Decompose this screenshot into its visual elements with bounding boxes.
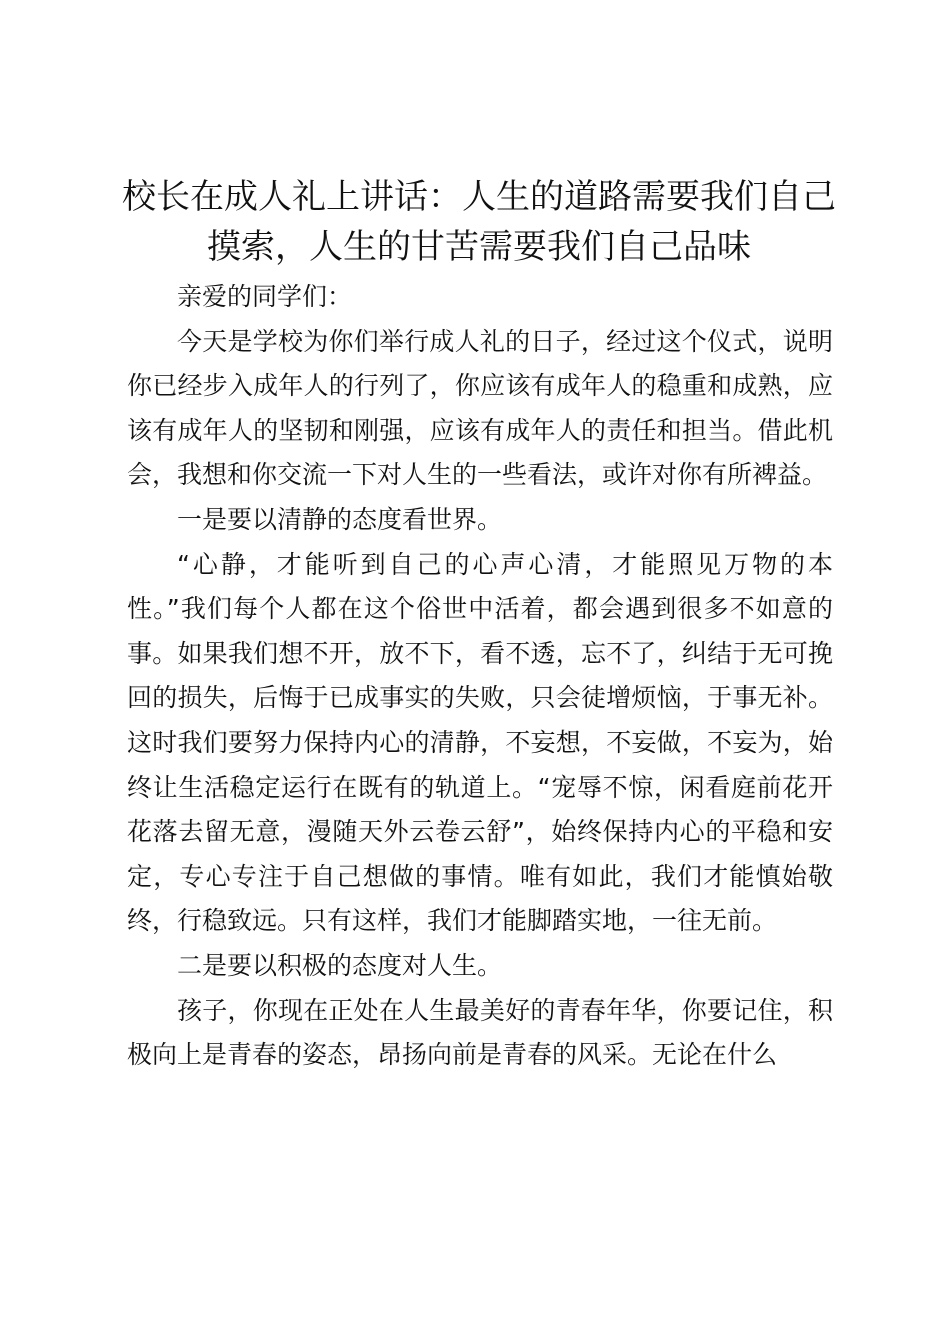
salutation-paragraph: 亲爱的同学们：: [177, 282, 353, 311]
section-one-paragraph: “心静，才能听到自己的心声心清，才能照见万物的本性。”我们每个人都在这个俗世中活着，都会遇到很多不如意的事。如果我们想不开，放不下，看不透，忘不了，纠结于无可挽回的损失，后悔于已成事实的失败，只会徒增烦恼，于事无补。这时我们要努力保持内心的清静，不妄想，不妄做，不妄为，始终让生活稳定运行在既有的轨道上。“宠辱不惊，闲看庭前花开花落去留无意，漫随天外云卷云舒”，始终保持内心的平稳和安定，专心专注于自己想做的事情。唯有如此，我们才能慎始敬终，行稳致远。只有这样，我们才能脚踏实地，一往无前。: [127, 549, 833, 936]
section-two-paragraph: 孩子，你现在正处在人生最美好的青春年华，你要记住，积极向上是青春的姿态，昂扬向前是青春的风采。无论在什么: [127, 995, 833, 1070]
section-heading-one: 一是要以清静的态度看世界。: [177, 504, 503, 534]
document-body: [127, 275, 833, 1078]
section-heading-two: 二是要以积极的态度对人生。: [177, 950, 503, 980]
document-title: 校长在成人礼上讲话：人生的道路需要我们自己摸索，人生的甘苦需要我们自己品味: [122, 177, 836, 267]
intro-paragraph: 今天是学校为你们举行成人礼的日子，经过这个仪式，说明你已经步入成年人的行列了，你应该有成年人的稳重和成熟，应该有成年人的坚韧和刚强，应该有成年人的责任和担当。借此机会，我想和你交流一下对人生的一些看法，或许对你有所裨益。: [127, 326, 833, 490]
